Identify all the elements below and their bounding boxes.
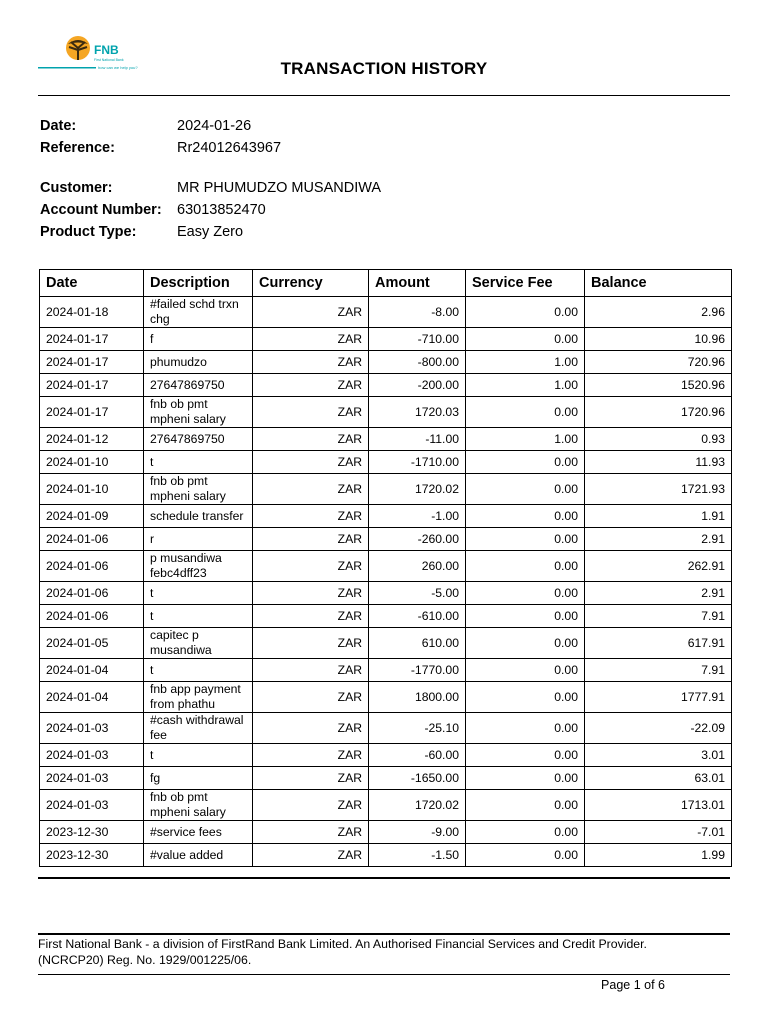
currency-cell: ZAR	[253, 297, 369, 328]
table-row	[40, 474, 732, 505]
balance-cell: 1.91	[585, 505, 732, 528]
service-fee-cell: 0.00	[466, 474, 585, 505]
balance-cell: 0.93	[585, 428, 732, 451]
reference-label: Reference:	[40, 140, 115, 156]
service-fee-cell: 0.00	[466, 682, 585, 713]
balance-cell: 1721.93	[585, 474, 732, 505]
description-cell: t	[144, 451, 253, 474]
amount-cell: -8.00	[369, 297, 466, 328]
description-cell: fg	[144, 767, 253, 790]
description-cell: #value added	[144, 844, 253, 867]
balance-cell: 1.99	[585, 844, 732, 867]
description-cell: #failed schd trxn chg	[144, 297, 253, 328]
table-row	[40, 551, 732, 582]
table-row	[40, 328, 732, 351]
balance-cell: 7.91	[585, 659, 732, 682]
service-fee-cell: 0.00	[466, 790, 585, 821]
amount-cell: -1710.00	[369, 451, 466, 474]
service-fee-cell: 0.00	[466, 844, 585, 867]
amount-cell: -1.00	[369, 505, 466, 528]
description-cell: fnb ob pmt mpheni salary	[144, 397, 253, 428]
product-type-value: Easy Zero	[177, 224, 244, 240]
currency-column-header: Currency	[253, 270, 369, 297]
date-cell: 2024-01-03	[40, 713, 144, 744]
description-cell: capitec p musandiwa	[144, 628, 253, 659]
currency-cell: ZAR	[253, 582, 369, 605]
table-row	[40, 528, 732, 551]
currency-cell: ZAR	[253, 790, 369, 821]
balance-cell: 617.91	[585, 628, 732, 659]
transaction-table	[39, 269, 732, 867]
description-cell: r	[144, 528, 253, 551]
description-cell: t	[144, 744, 253, 767]
service-fee-cell: 0.00	[466, 297, 585, 328]
table-row	[40, 659, 732, 682]
footer-divider	[38, 933, 730, 935]
description-column-header: Description	[144, 270, 253, 297]
date-cell: 2024-01-03	[40, 767, 144, 790]
description-cell: 27647869750	[144, 428, 253, 451]
description-cell: schedule transfer	[144, 505, 253, 528]
currency-cell: ZAR	[253, 551, 369, 582]
service-fee-column-header: Service Fee	[466, 270, 585, 297]
footer	[38, 936, 730, 968]
date-cell: 2024-01-10	[40, 474, 144, 505]
date-cell: 2024-01-04	[40, 682, 144, 713]
date-cell: 2024-01-05	[40, 628, 144, 659]
service-fee-cell: 1.00	[466, 428, 585, 451]
date-cell: 2024-01-03	[40, 744, 144, 767]
balance-cell: 3.01	[585, 744, 732, 767]
service-fee-cell: 1.00	[466, 351, 585, 374]
date-cell: 2023-12-30	[40, 821, 144, 844]
table-row	[40, 451, 732, 474]
currency-cell: ZAR	[253, 397, 369, 428]
date-cell: 2024-01-06	[40, 551, 144, 582]
balance-cell: 63.01	[585, 767, 732, 790]
service-fee-cell: 0.00	[466, 659, 585, 682]
table-row	[40, 790, 732, 821]
date-cell: 2024-01-17	[40, 351, 144, 374]
amount-cell: -25.10	[369, 713, 466, 744]
amount-cell: -5.00	[369, 582, 466, 605]
service-fee-cell: 0.00	[466, 328, 585, 351]
date-cell: 2024-01-12	[40, 428, 144, 451]
description-cell: t	[144, 605, 253, 628]
description-cell: fnb ob pmt mpheni salary	[144, 790, 253, 821]
table-row	[40, 767, 732, 790]
date-cell: 2024-01-06	[40, 582, 144, 605]
description-cell: p musandiwa febc4dff23	[144, 551, 253, 582]
amount-cell: -11.00	[369, 428, 466, 451]
currency-cell: ZAR	[253, 351, 369, 374]
date-cell: 2024-01-06	[40, 528, 144, 551]
currency-cell: ZAR	[253, 374, 369, 397]
svg-text:FNB: FNB	[94, 43, 119, 57]
table-row	[40, 428, 732, 451]
service-fee-cell: 0.00	[466, 605, 585, 628]
footer-disclaimer: First National Bank - a division of FirstRand Bank Limited. An Authorised Financial Services and Credit Provider.	[38, 937, 647, 951]
footer-bottom-divider	[38, 974, 730, 975]
svg-text:how can we help you?: how can we help you?	[98, 65, 138, 70]
product-type-label: Product Type:	[40, 224, 137, 240]
amount-cell: 1720.03	[369, 397, 466, 428]
date-column-header: Date	[40, 270, 144, 297]
description-cell: t	[144, 659, 253, 682]
currency-cell: ZAR	[253, 713, 369, 744]
amount-cell: -1770.00	[369, 659, 466, 682]
table-row	[40, 628, 732, 659]
service-fee-cell: 1.00	[466, 374, 585, 397]
currency-cell: ZAR	[253, 451, 369, 474]
table-row	[40, 713, 732, 744]
account-number-value: 63013852470	[177, 202, 266, 218]
service-fee-cell: 0.00	[466, 628, 585, 659]
date-cell: 2024-01-17	[40, 397, 144, 428]
balance-cell: 2.91	[585, 582, 732, 605]
amount-cell: 1720.02	[369, 790, 466, 821]
balance-cell: 720.96	[585, 351, 732, 374]
amount-cell: -800.00	[369, 351, 466, 374]
account-number-label: Account Number:	[40, 202, 162, 218]
table-row	[40, 505, 732, 528]
balance-cell: 10.96	[585, 328, 732, 351]
svg-text:First National Bank: First National Bank	[94, 58, 124, 62]
service-fee-cell: 0.00	[466, 713, 585, 744]
service-fee-cell: 0.00	[466, 582, 585, 605]
table-row	[40, 821, 732, 844]
date-value: 2024-01-26	[177, 118, 252, 134]
description-cell: #cash withdrawal fee	[144, 713, 253, 744]
amount-cell: 1720.02	[369, 474, 466, 505]
description-cell: #service fees	[144, 821, 253, 844]
description-cell: f	[144, 328, 253, 351]
description-cell: phumudzo	[144, 351, 253, 374]
date-cell: 2024-01-18	[40, 297, 144, 328]
currency-cell: ZAR	[253, 628, 369, 659]
service-fee-cell: 0.00	[466, 451, 585, 474]
table-row	[40, 397, 732, 428]
currency-cell: ZAR	[253, 744, 369, 767]
service-fee-cell: 0.00	[466, 551, 585, 582]
footer-registration: (NCRCP20) Reg. No. 1929/001225/06.	[38, 953, 252, 967]
customer-label: Customer:	[40, 180, 113, 196]
amount-cell: -60.00	[369, 744, 466, 767]
customer-value: MR PHUMUDZO MUSANDIWA	[177, 180, 382, 196]
table-row	[40, 844, 732, 867]
amount-cell: -610.00	[369, 605, 466, 628]
balance-cell: 1520.96	[585, 374, 732, 397]
amount-cell: -9.00	[369, 821, 466, 844]
currency-cell: ZAR	[253, 505, 369, 528]
description-cell: 27647869750	[144, 374, 253, 397]
table-header-row	[40, 270, 732, 297]
service-fee-cell: 0.00	[466, 744, 585, 767]
description-cell: fnb ob pmt mpheni salary	[144, 474, 253, 505]
customer-info	[40, 177, 381, 243]
amount-cell: 1800.00	[369, 682, 466, 713]
service-fee-cell: 0.00	[466, 821, 585, 844]
balance-cell: -22.09	[585, 713, 732, 744]
balance-cell: 2.91	[585, 528, 732, 551]
service-fee-cell: 0.00	[466, 528, 585, 551]
date-cell: 2024-01-09	[40, 505, 144, 528]
service-fee-cell: 0.00	[466, 397, 585, 428]
date-label: Date:	[40, 118, 77, 134]
page-title: TRANSACTION HISTORY	[280, 59, 488, 78]
table-bottom-divider	[38, 877, 730, 879]
service-fee-cell: 0.00	[466, 505, 585, 528]
currency-cell: ZAR	[253, 605, 369, 628]
amount-cell: -1650.00	[369, 767, 466, 790]
table-row	[40, 374, 732, 397]
date-cell: 2024-01-10	[40, 451, 144, 474]
date-cell: 2024-01-04	[40, 659, 144, 682]
currency-cell: ZAR	[253, 682, 369, 713]
currency-cell: ZAR	[253, 328, 369, 351]
table-row	[40, 582, 732, 605]
description-cell: fnb app payment from phathu	[144, 682, 253, 713]
table-row	[40, 744, 732, 767]
balance-cell: 2.96	[585, 297, 732, 328]
currency-cell: ZAR	[253, 821, 369, 844]
balance-column-header: Balance	[585, 270, 732, 297]
document-info	[40, 115, 281, 159]
currency-cell: ZAR	[253, 474, 369, 505]
service-fee-cell: 0.00	[466, 767, 585, 790]
amount-cell: -260.00	[369, 528, 466, 551]
currency-cell: ZAR	[253, 528, 369, 551]
header-divider	[38, 95, 730, 96]
balance-cell: 1713.01	[585, 790, 732, 821]
reference-value: Rr24012643967	[177, 140, 282, 156]
amount-cell: 260.00	[369, 551, 466, 582]
table-row	[40, 605, 732, 628]
currency-cell: ZAR	[253, 428, 369, 451]
balance-cell: -7.01	[585, 821, 732, 844]
amount-cell: -710.00	[369, 328, 466, 351]
date-cell: 2023-12-30	[40, 844, 144, 867]
table-row	[40, 351, 732, 374]
table-row	[40, 682, 732, 713]
amount-cell: -1.50	[369, 844, 466, 867]
page-number: Page 1 of 6	[601, 978, 665, 992]
balance-cell: 11.93	[585, 451, 732, 474]
balance-cell: 7.91	[585, 605, 732, 628]
balance-cell: 262.91	[585, 551, 732, 582]
description-cell: t	[144, 582, 253, 605]
amount-column-header: Amount	[369, 270, 466, 297]
currency-cell: ZAR	[253, 659, 369, 682]
amount-cell: -200.00	[369, 374, 466, 397]
currency-cell: ZAR	[253, 767, 369, 790]
date-cell: 2024-01-06	[40, 605, 144, 628]
currency-cell: ZAR	[253, 844, 369, 867]
date-cell: 2024-01-17	[40, 374, 144, 397]
amount-cell: 610.00	[369, 628, 466, 659]
date-cell: 2024-01-17	[40, 328, 144, 351]
balance-cell: 1777.91	[585, 682, 732, 713]
table-row	[40, 297, 732, 328]
date-cell: 2024-01-03	[40, 790, 144, 821]
balance-cell: 1720.96	[585, 397, 732, 428]
